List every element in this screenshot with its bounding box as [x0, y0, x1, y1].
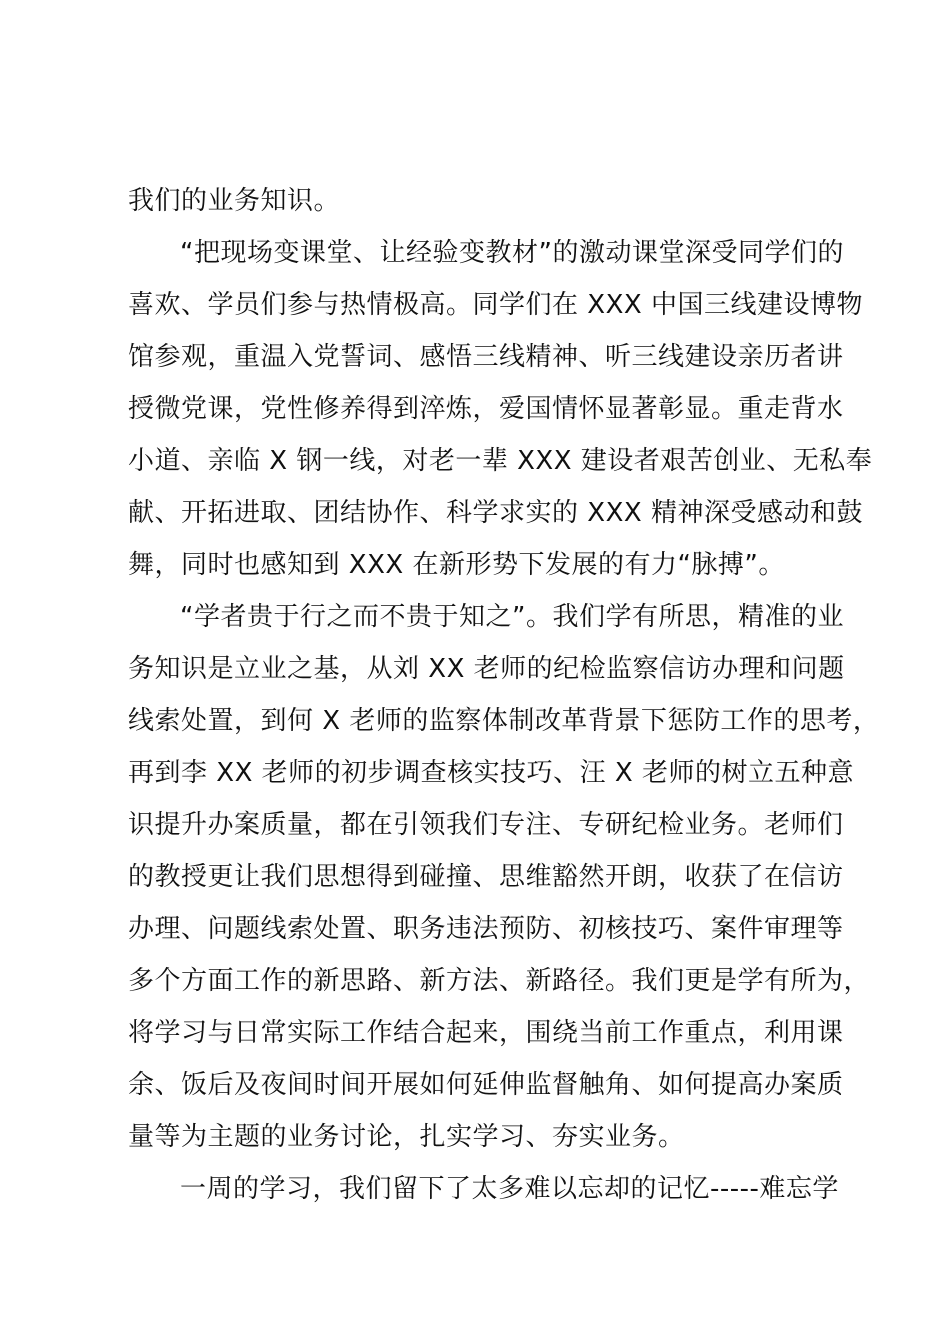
text-line: 授微党课，党性修养得到淬炼，爱国情怀显著彰显。重走背水	[128, 394, 844, 424]
text-line: 馆参观，重温入党誓词、感悟三线精神、听三线建设亲历者讲	[128, 342, 844, 372]
text-line: 喜欢、学员们参与热情极高。同学们在 XXX 中国三线建设博物	[128, 290, 863, 320]
text-line: “把现场变课堂、让经验变教材”的激动课堂深受同学们的	[180, 238, 844, 268]
text-line: 献、开拓进取、团结协作、科学求实的 XXX 精神深受感动和鼓	[128, 498, 863, 528]
text-line: 舞，同时也感知到 XXX 在新形势下发展的有力“脉搏”。	[128, 550, 785, 580]
text-line: 小道、亲临 X 钢一线，对老一辈 XXX 建设者艰苦创业、无私奉	[128, 446, 873, 476]
text-line: 的教授更让我们思想得到碰撞、思维豁然开朗，收获了在信访	[128, 862, 844, 892]
text-line: 我们的业务知识。	[128, 186, 341, 216]
text-line: 多个方面工作的新思路、新方法、新路径。我们更是学有所为，	[128, 966, 871, 996]
text-line: 一周的学习，我们留下了太多难以忘却的记忆-----难忘学	[180, 1174, 839, 1204]
text-line: 余、饭后及夜间时间开展如何延伸监督触角、如何提高办案质	[128, 1070, 844, 1100]
text-line: 识提升办案质量，都在引领我们专注、专研纪检业务。老师们	[128, 810, 844, 840]
text-line: “学者贵于行之而不贵于知之”。我们学有所思，精准的业	[180, 602, 844, 632]
text-line: 将学习与日常实际工作结合起来，围绕当前工作重点，利用课	[128, 1018, 844, 1048]
text-line: 量等为主题的业务讨论，扎实学习、夯实业务。	[128, 1122, 685, 1152]
text-line: 再到李 XX 老师的初步调查核实技巧、汪 X 老师的树立五种意	[128, 758, 854, 788]
text-line: 线索处置，到何 X 老师的监察体制改革背景下惩防工作的思考，	[128, 706, 880, 736]
text-line: 办理、问题线索处置、职务违法预防、初核技巧、案件审理等	[128, 914, 844, 944]
text-line: 务知识是立业之基，从刘 XX 老师的纪检监察信访办理和问题	[128, 654, 845, 684]
